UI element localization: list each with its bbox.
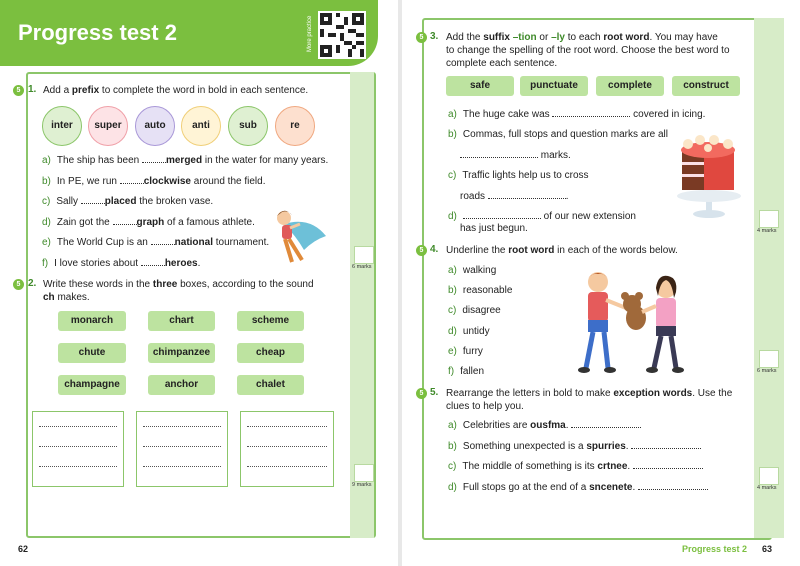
q5-item-a: a) Celebrities are ousfma. [448,420,641,431]
superhero-illustration [270,206,328,268]
q1-number: 1. [28,84,37,95]
q3-answer-a[interactable] [552,116,630,117]
q4-instruction: Underline the root word in each of the words below. [446,245,678,256]
q3-instruction: Add the suffix –tion or –ly to each root word. You may have to change the spelling of the root word. Choose the best word to complete each sentence. [446,32,730,69]
q4-item-e: e) furry [448,346,483,357]
q4-badge-icon: 5 [416,245,427,256]
prefix-anti: anti [181,106,221,146]
q3-item-b: b) Commas, full stops and question marks are all [448,129,668,140]
q2-marks-box[interactable] [354,464,374,482]
cake-illustration [674,128,744,220]
right-page [402,0,800,566]
q1-answer-c[interactable] [81,203,105,204]
q1-item-a: a) The ship has been merged in the water for many years. [42,155,329,166]
footer-title: Progress test 2 [682,544,748,554]
word-pill-complete: complete [596,76,664,96]
q5-badge-icon: 5 [416,388,427,399]
q1-item-e: e) The World Cup is an national tournament. [42,237,270,248]
q3-item-d: d) of our new extension [448,211,636,222]
q3-item-b-cont: marks. [460,150,571,161]
q3-item-c-cont: roads . [460,191,569,202]
word-pill-chart: chart [148,311,215,331]
q1-item-c: c) Sally placed the broken vase. [42,196,214,207]
q5-item-d: d) Full stops go at the end of a sncenete. [448,482,708,493]
q3-answer-d[interactable] [463,218,541,219]
q4-word-f[interactable]: fallen [460,366,485,377]
qr-code[interactable] [318,11,366,59]
right-marks-strip [754,18,784,538]
q5-answer-a[interactable] [571,427,641,428]
q5-item-b: b) Something unexpected is a spurries. [448,441,701,452]
word-pill-monarch: monarch [58,311,126,331]
word-pill-chalet: chalet [237,375,304,395]
q1-item-f: f) I love stories about heroes. [42,258,201,269]
word-pill-anchor: anchor [148,375,215,395]
word-pill-construct: construct [672,76,740,96]
q1-marks-label: 6 marks [352,264,372,270]
q2-number: 2. [28,278,37,289]
q4-word-d[interactable]: untidy [462,326,490,337]
left-page-number: 62 [18,544,29,554]
left-page [0,0,398,566]
prefix-re: re [275,106,315,146]
q5-number: 5. [430,387,439,398]
q3-badge-icon: 5 [416,32,427,43]
word-pill-safe: safe [446,76,514,96]
q3-item-d-cont: has just begun. [460,223,528,234]
word-pill-cheap: cheap [237,343,304,363]
sound-box-2[interactable] [136,411,228,487]
word-pill-champagne: champagne [58,375,126,395]
q4-number: 4. [430,244,439,255]
q1-answer-e[interactable] [151,244,175,245]
q4-marks-box[interactable] [759,350,779,368]
q1-answer-b[interactable] [120,183,144,184]
q4-item-a: a) walking [448,265,497,276]
q4-marks-label: 6 marks [757,368,777,374]
q5-answer-d[interactable] [638,489,708,490]
q3-number: 3. [430,31,439,42]
right-page-number: 63 [762,544,773,554]
q4-word-e[interactable]: furry [462,346,483,357]
q1-instruction: Add a prefix to complete the word in bold in each sentence. [43,85,309,96]
word-pill-scheme: scheme [237,311,304,331]
q3-marks-label: 4 marks [757,228,777,234]
q2-badge-icon: 5 [13,279,24,290]
children-teddy-illustration [568,268,694,378]
q1-badge-icon: 5 [13,85,24,96]
q4-item-b: b) reasonable [448,285,513,296]
q1-answer-f[interactable] [141,265,165,266]
prefix-sub: sub [228,106,268,146]
q1-marks-box[interactable] [354,246,374,264]
q4-item-c: c) disagree [448,305,501,316]
q1-answer-d[interactable] [113,224,137,225]
sound-box-1[interactable] [32,411,124,487]
q1-answer-a[interactable] [142,162,166,163]
word-pill-chimpanzee: chimpanzee [148,343,215,363]
q5-answer-c[interactable] [633,468,703,469]
q2-marks-label: 9 marks [352,482,372,488]
q4-item-f: f) fallen [448,366,485,377]
word-pill-chute: chute [58,343,126,363]
q3-item-a: a) The huge cake was covered in icing. [448,109,706,120]
q2-instruction: Write these words in the three boxes, according to the sound ch makes. [43,279,314,303]
q4-word-c[interactable]: disagree [462,305,501,316]
q3-answer-c[interactable] [488,198,566,199]
prefix-super: super [88,106,128,146]
sound-box-3[interactable] [240,411,334,487]
q3-item-c: c) Traffic lights help us to cross [448,170,589,181]
q4-word-b[interactable]: reasonable [462,285,513,296]
q4-word-a[interactable]: walking [462,265,497,276]
page-title: Progress test 2 [18,20,177,45]
prefix-auto: auto [135,106,175,146]
q3-marks-box[interactable] [759,210,779,228]
q5-item-c: c) The middle of something is its crtnee. [448,461,703,472]
q5-answer-b[interactable] [631,448,701,449]
q1-item-d: d) Zain got the graph of a famous athlete. [42,217,255,228]
q1-item-b: b) In PE, we run clockwise around the field. [42,176,266,187]
header-band [0,0,378,66]
prefix-inter: inter [42,106,82,146]
q5-marks-label: 4 marks [757,485,777,491]
q5-instruction: Rearrange the letters in bold to make exception words. Use the clues to help you. [446,388,733,412]
q4-item-d: d) untidy [448,326,490,337]
qr-label: More practice [307,15,313,52]
q5-marks-box[interactable] [759,467,779,485]
q3-answer-b[interactable] [460,157,538,158]
word-pill-punctuate: punctuate [520,76,588,96]
